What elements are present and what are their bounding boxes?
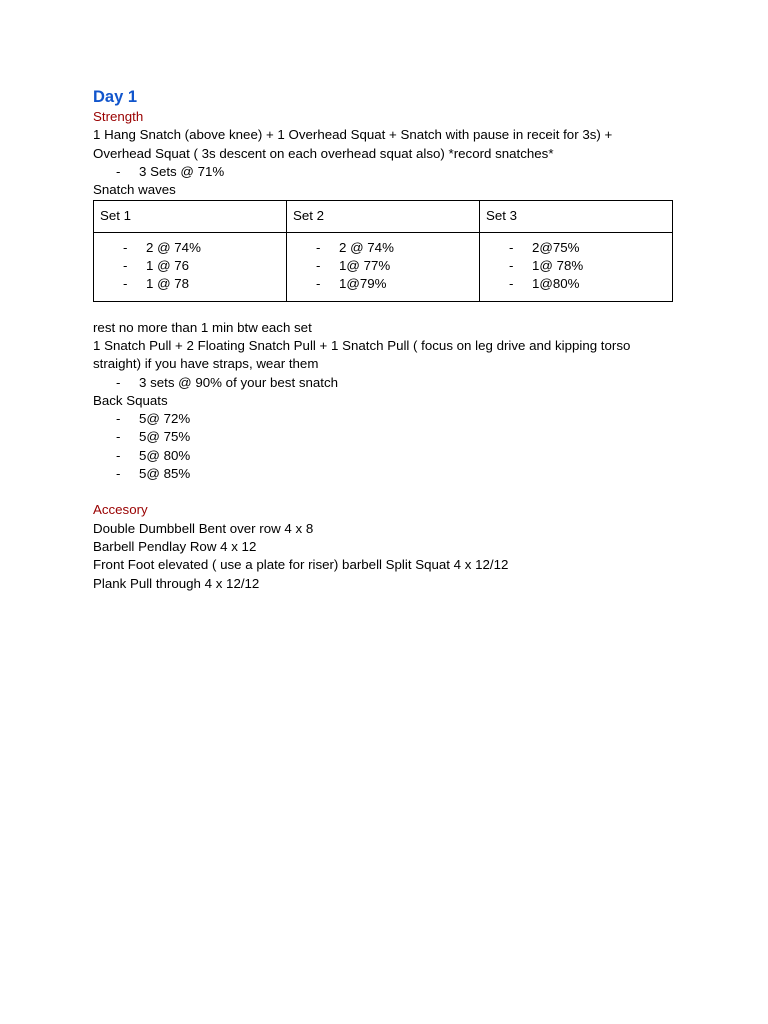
accessory-item: Double Dumbbell Bent over row 4 x 8	[93, 520, 314, 536]
list-item	[93, 447, 693, 465]
strength-heading: Strength	[93, 109, 144, 124]
list-item	[100, 239, 280, 257]
table-cell-set-2	[287, 232, 480, 301]
pull-line-2: straight) if you have straps, wear them	[93, 356, 319, 372]
list-item-text: 1@ 78%	[532, 258, 584, 274]
bullet-dash: -	[123, 276, 128, 292]
list-item-text: 1 @ 78	[146, 276, 190, 292]
bullet-dash: -	[116, 429, 121, 445]
table-cell-set-1	[94, 232, 287, 301]
bullet-dash: -	[123, 258, 128, 274]
snatch-waves-label: Snatch waves	[93, 182, 176, 198]
list-item-text: 2 @ 74%	[146, 239, 201, 255]
bullet-dash: -	[509, 239, 514, 255]
list-item-text: 5@ 75%	[139, 429, 191, 445]
bullet-dash: -	[316, 239, 321, 255]
spacer	[93, 483, 693, 501]
snatch-waves-table	[93, 200, 673, 301]
table-row	[94, 232, 673, 301]
table-header-set-3: Set 3	[480, 201, 673, 232]
accessory-item: Plank Pull through 4 x 12/12	[93, 575, 260, 591]
list-item-text: 1 @ 76	[146, 258, 190, 274]
table-header-set-2: Set 2	[287, 201, 480, 232]
bullet-dash: -	[316, 276, 321, 292]
rest-line: rest no more than 1 min btw each set	[93, 319, 312, 335]
table-header-row	[94, 201, 673, 232]
list-item	[93, 410, 693, 428]
document-page	[93, 86, 693, 593]
list-item	[293, 257, 473, 275]
list-item-text: 2@75%	[532, 239, 580, 255]
list-item-text: 1@ 77%	[339, 258, 391, 274]
list-item	[93, 163, 693, 181]
bullet-dash: -	[116, 163, 121, 179]
pull-bullets	[93, 374, 693, 392]
list-item-text: 5@ 72%	[139, 411, 191, 427]
list-item-text: 1@80%	[532, 276, 580, 292]
accessory-heading: Accesory	[93, 502, 148, 518]
page-title: Day 1	[93, 88, 138, 106]
back-squats-list	[93, 410, 693, 483]
list-item	[93, 428, 693, 446]
bullet-dash: -	[116, 447, 121, 463]
list-item	[100, 257, 280, 275]
strength-line-2: Overhead Squat ( 3s descent on each overhead squat also) *record snatches*	[93, 145, 554, 161]
bullet-dash: -	[509, 276, 514, 292]
list-item-text: 3 sets @ 90% of your best snatch	[139, 374, 339, 390]
bullet-dash: -	[116, 374, 121, 390]
accessory-item: Front Foot elevated ( use a plate for riser) barbell Split Squat 4 x 12/12	[93, 557, 509, 573]
bullet-dash: -	[316, 258, 321, 274]
list-item-text: 5@ 85%	[139, 466, 191, 482]
pull-line-1: 1 Snatch Pull + 2 Floating Snatch Pull + 1 Snatch Pull ( focus on leg drive and kipping torso	[93, 337, 631, 353]
list-item-text: 3 Sets @ 71%	[139, 163, 225, 179]
back-squats-label: Back Squats	[93, 392, 168, 408]
table-header-set-1: Set 1	[94, 201, 287, 232]
list-item	[93, 374, 693, 392]
list-item	[486, 239, 666, 257]
list-item	[93, 465, 693, 483]
strength-line-1: 1 Hang Snatch (above knee) + 1 Overhead Squat + Snatch with pause in receit for 3s) +	[93, 127, 613, 143]
bullet-dash: -	[116, 411, 121, 427]
bullet-dash: -	[116, 466, 121, 482]
bullet-dash: -	[509, 258, 514, 274]
table-cell-set-3	[480, 232, 673, 301]
list-item-text: 1@79%	[339, 276, 387, 292]
strength-bullets	[93, 163, 693, 181]
list-item	[100, 275, 280, 293]
list-item-text: 5@ 80%	[139, 447, 191, 463]
list-item	[293, 275, 473, 293]
list-item	[486, 257, 666, 275]
list-item	[293, 239, 473, 257]
accessory-item: Barbell Pendlay Row 4 x 12	[93, 538, 257, 554]
bullet-dash: -	[123, 239, 128, 255]
list-item-text: 2 @ 74%	[339, 239, 394, 255]
list-item	[486, 275, 666, 293]
